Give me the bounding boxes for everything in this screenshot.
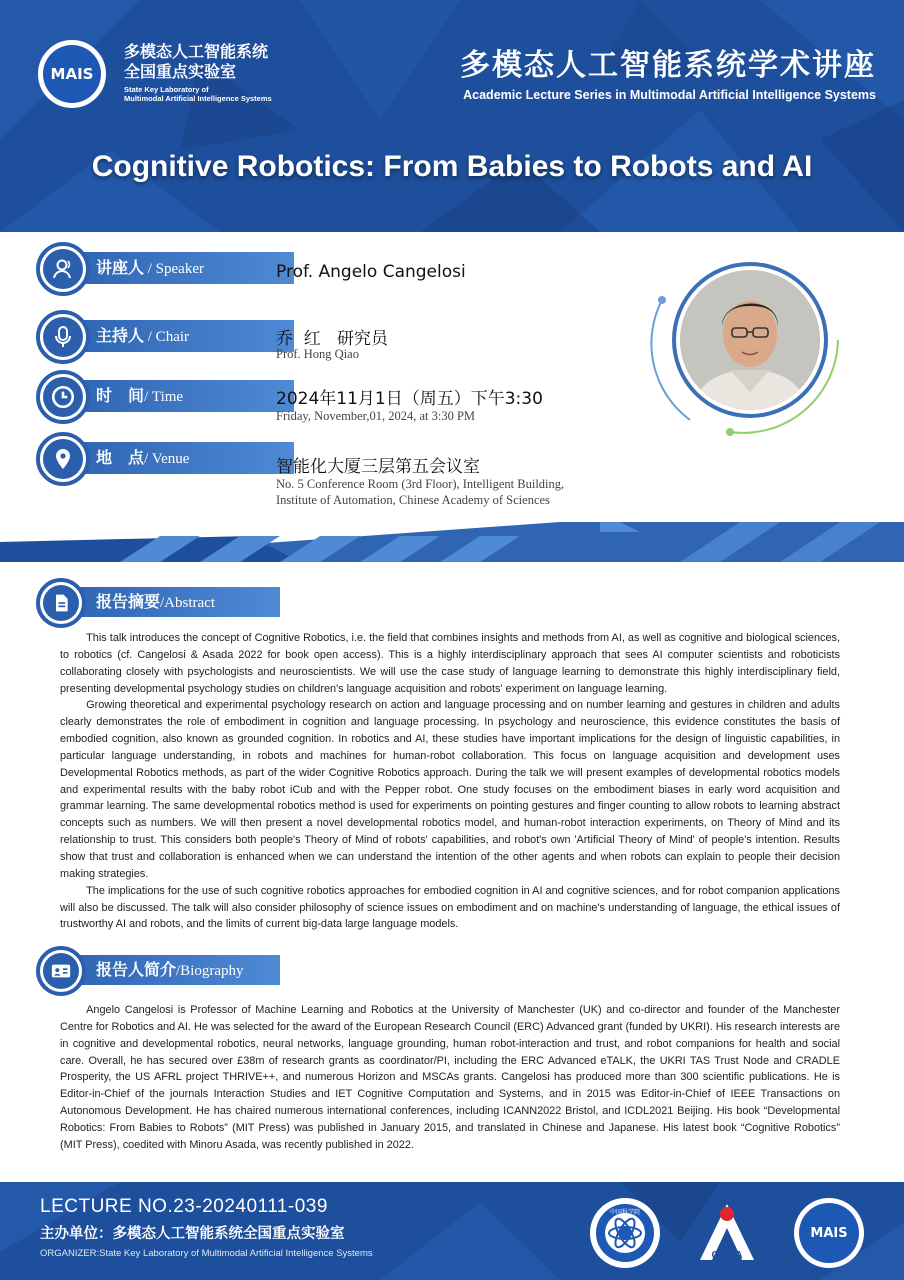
organizer-en: ORGANIZER:State Key Laboratory of Multimodal Artificial Intelligence Systems [40,1248,373,1259]
mais-logo-mark: MAIS [43,45,101,103]
series-title-cn: 多模态人工智能系统学术讲座 [460,48,876,83]
time-value-cn: 2024年11月1日（周五）下午3:30 [276,389,543,409]
cas-emblem-icon [594,1202,656,1264]
footer [0,1182,904,1280]
speaker-icon [51,257,75,281]
chair-icon-badge [36,310,90,364]
time-icon-badge [36,370,90,424]
mais-footer-logo [794,1198,864,1268]
venue-value-en-2: Institute of Automation, Chinese Academy of Sciences [276,493,550,507]
series-title-en: Academic Lecture Series in Multimodal Artificial Intelligence Systems [463,88,876,102]
lab-name-cn: 多模态人工智能系统 全国重点实验室 [124,42,269,81]
lecture-title: Cognitive Robotics: From Babies to Robots and AI [91,150,813,183]
speaker-photo [680,270,820,410]
chair-label: 主持人 / Chair [72,320,294,352]
mais-logo [38,40,106,108]
biography-icon-badge [36,946,86,996]
svg-text:CASIA: CASIA [711,1250,743,1261]
abstract-text [60,630,840,933]
chair-name-cn: 乔 红 研究员 [276,329,389,349]
abstract-paragraph-2: Growing theoretical and experimental psychology research on action and language processing and on number learning and gestures in children and adults clearly demonstrates the role of embodiment in cognition and language processing. In psychology and neuroscience, this evidence constitutes the basis of embodied cognition, also known as grounded cognition. In robotics and AI, these studies have important implications for the design of linguistic capabilities, in particular language understanding, in robots and machines for human-robot collaboration. This focus on language acquisition and development uses Developmental Robotics methods, as part of the wider Cognitive Robotics approach. During the talk we will present examples of developmental robotics models and experimental results with the baby robot iCub and with the Pepper robot. One study focuses on the embodiment biases in early word acquisition and grammar learning. The same developmental robotics method is used for experiments on pointing gestures and finger counting to allow robots to learning abstract concepts such as numbers. We will then present a novel developmental robotics model, and human-robot interaction experiments, on Theory of Mind and its relationship to trust. This considers both people's Theory of Mind of robots' capabilities, and robot's own 'Artificial Theory of Mind' of people's intention. Results show that trust and collaboration is enhanced when we can understand the intention of the other agents and when robots can explain to people their decision making strategies. [60,699,840,880]
speaker-name: Prof. Angelo Cangelosi [276,262,466,282]
speaker-portrait [680,270,820,410]
abstract-icon-badge [36,578,86,628]
abstract-label: 报告摘要/Abstract [70,587,280,617]
speaker-icon-badge [36,242,90,296]
casia-emblem-icon [692,1198,762,1268]
svg-text:中国科学院: 中国科学院 [609,1209,641,1216]
divider-band [0,522,904,562]
venue-value-cn: 智能化大厦三层第五会议室 [276,457,480,477]
venue-label: 地 点/ Venue [72,442,294,474]
location-pin-icon [51,447,75,471]
mais-footer-mark: MAIS [799,1203,859,1263]
time-value-en: Friday, November,01, 2024, at 3:30 PM [276,409,476,423]
lab-name-en: State Key Laboratory of Multimodal Artificial Intelligence Systems [124,85,272,103]
header-pattern [0,0,904,232]
clock-icon [50,384,76,410]
microphone-icon [51,325,75,349]
biography-text [60,1002,840,1154]
lecture-number: LECTURE NO.23-20240111-039 [40,1196,328,1217]
venue-icon-badge [36,432,90,486]
header-banner [0,0,904,232]
divider-pattern [0,522,904,562]
speaker-photo-frame [672,262,828,418]
time-label: 时 间/ Time [72,380,294,412]
document-icon [51,593,71,613]
organizer-cn: 主办单位：多模态人工智能系统全国重点实验室 [40,1226,345,1242]
abstract-paragraph-1: This talk introduces the concept of Cognitive Robotics, i.e. the field that combines insights and methods from AI, as well as cognitive and biological sciences, to robotics (cf. Cangelosi & Asada 2022 for book open access). This is a highly interdisciplinary approach that sees AI computer scientists and roboticists collaborating closely with psychologists and neuroscientists. We will use the case study of language learning to demonstrate this highly interdisciplinary field, presenting developmental psychology studies on children's language acquisition and robots' experiment on language learning. [60,632,840,695]
abstract-paragraph-3: The implications for the use of such cognitive robotics approaches for embodied cognition in AI and cognitive sciences, and for robot companion applications will also be discussed. The talk will also consider philosophy of science issues on embodiment and on machine's understanding of language, the ethical issues of trustworthy AI and robots, and the limits of current big-data large language models. [60,884,840,931]
biography-label: 报告人简介/Biography [70,955,280,985]
id-card-icon [50,960,72,982]
casia-logo [692,1198,762,1268]
chair-name-en: Prof. Hong Qiao [276,347,359,361]
venue-value-en-1: No. 5 Conference Room (3rd Floor), Intelligent Building, [276,477,565,491]
biography-paragraph: Angelo Cangelosi is Professor of Machine Learning and Robotics at the University of Manchester (UK) and co-director and founder of the Manchester Centre for Robotics and AI. He was selected for the award of the European Research Council (ERC) Advanced grant (funded by UKRI). His research interests are in cognitive and developmental robotics, neural networks, language grounding, human robot-interaction and trust, and robot companions for health and social care. Overall, he has secured over £38m of research grants as coordinator/PI, including the ERC Advanced eTALK, the UKRI TAS Trust Node and CRADLE Prosperity, the US AFRL project THRIVE++, and numerous Horizon and MSCAs grants. Cangelosi has produced more than 300 scientific publications. He is Editor-in-Chief of the journals Interaction Studies and IET Cognitive Computation and Systems, and in 2015 was Editor-in-Chief of IEEE Transactions on Autonomous Development. He has chaired numerous international conferences, including ICANN2022 Bristol, and ICDL2021 Beijing. His book “Developmental Robotics: From Babies to Robots” (MIT Press) was published in January 2015, and translated in Chinese and Japanese. His latest book “Cognitive Robotics” (MIT Press), coedited with Minoru Asada, was recently published in 2022. [60,1004,840,1151]
speaker-label: 讲座人 / Speaker [72,252,294,284]
cas-logo [590,1198,660,1268]
